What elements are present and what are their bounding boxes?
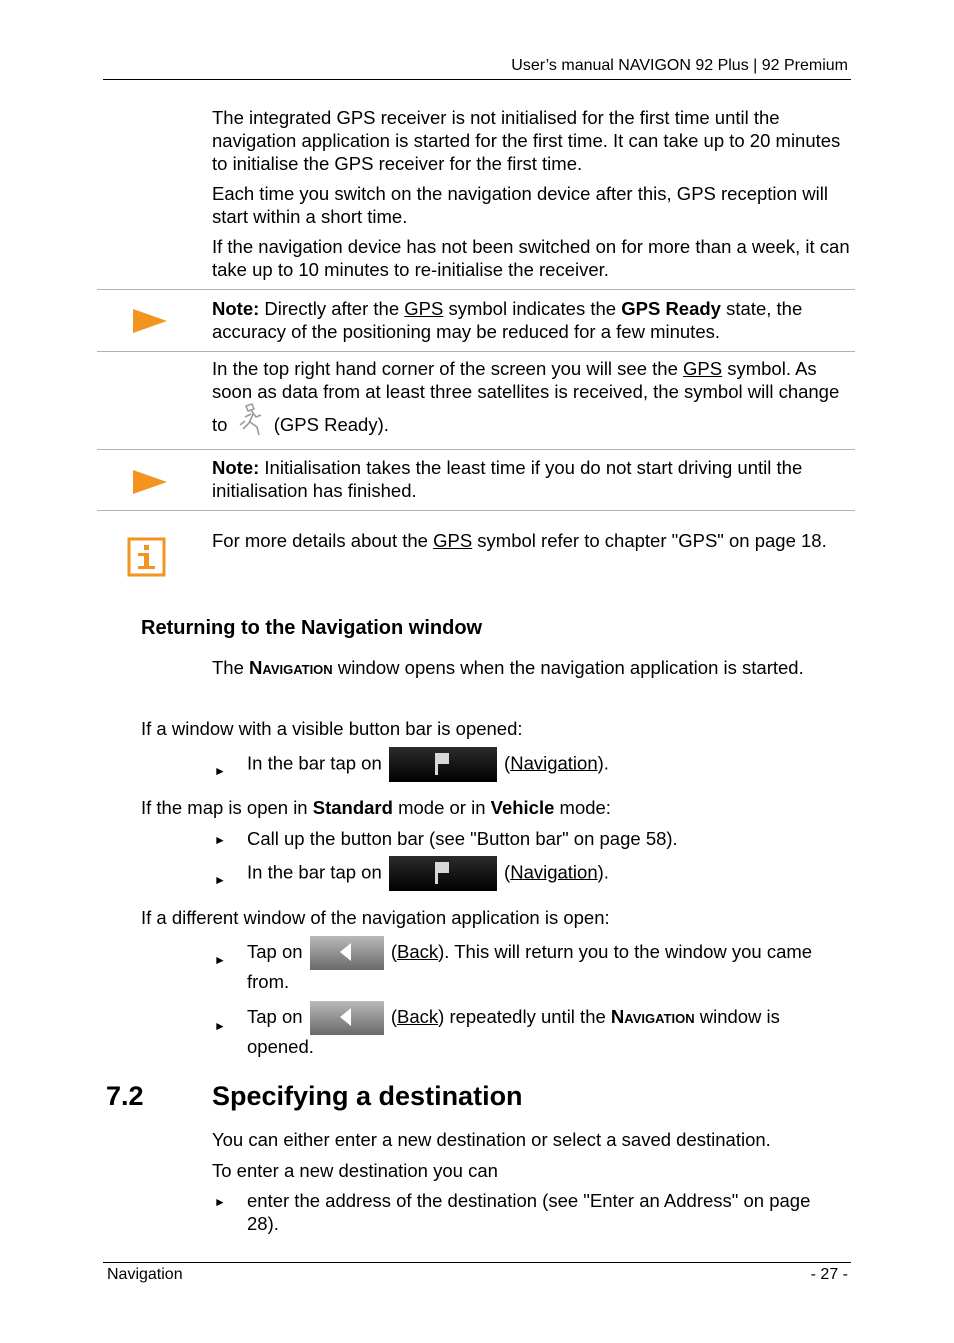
info-icon	[127, 537, 167, 582]
list-text: ) repeatedly until the	[438, 1005, 611, 1027]
gps-text: symbol. As soon as data from at least three satellites is received, the symbol will change to	[212, 358, 840, 435]
header-rule	[103, 79, 851, 80]
gps-ready-term: GPS Ready	[621, 298, 721, 319]
nav-paragraph-2: If a window with a visible button bar is opened:	[141, 718, 523, 739]
nav-paragraph-3	[141, 796, 611, 819]
gps-text: (GPS Ready).	[268, 414, 389, 435]
bullet-icon: ►	[214, 1019, 226, 1033]
section-title: Specifying a destination	[212, 1081, 523, 1111]
note-text: state, the accuracy of the positioning may be reduced for a few minutes.	[212, 298, 803, 342]
list-text: In the bar tap on	[247, 861, 387, 883]
list-text: (	[385, 1005, 397, 1027]
flag-icon	[433, 862, 451, 884]
page-number: - 27 -	[810, 1266, 848, 1283]
footer-section: Navigation	[107, 1266, 183, 1283]
arrow-right-icon	[133, 470, 167, 494]
back-link[interactable]: Back	[397, 940, 439, 962]
back-arrow-icon	[339, 943, 353, 961]
separator	[97, 449, 855, 450]
bullet-icon: ►	[214, 873, 226, 887]
nav-text: mode or in	[392, 797, 491, 818]
separator	[97, 510, 855, 511]
list-item	[247, 856, 609, 891]
list-item: Call up the button bar (see "Button bar" on page 58).	[247, 828, 678, 849]
nav-text: The	[212, 657, 250, 678]
separator	[97, 289, 855, 290]
info-text: symbol refer to chapter "GPS" on page 18.	[472, 530, 827, 551]
nav-text: window opens when the navigation application is started.	[332, 657, 804, 678]
list-item	[247, 1001, 847, 1058]
intro-paragraph-2: Each time you switch on the navigation device after this, GPS reception will start within a short time.	[212, 183, 828, 227]
list-text: Tap on	[247, 1005, 308, 1027]
navigation-button[interactable]	[389, 856, 497, 891]
nav-text: mode:	[554, 797, 611, 818]
nav-paragraph-1	[212, 656, 852, 679]
navigation-link[interactable]: Navigation	[510, 752, 598, 774]
bullet-icon: ►	[214, 764, 226, 778]
list-text: (	[498, 752, 511, 774]
intro-paragraph-1: The integrated GPS receiver is not initialised for the first time until the navigation application is started for the first time. It can take up to 20 minutes to initialise the GPS receiver for the first time.	[212, 107, 841, 174]
standard-term: Standard	[312, 797, 393, 818]
info-paragraph	[212, 529, 852, 552]
list-text: Tap on	[247, 940, 308, 962]
gps-ready-icon	[237, 403, 265, 442]
list-text: (	[498, 861, 511, 883]
info-text: For more details about the	[212, 530, 434, 551]
footer-rule	[103, 1262, 851, 1263]
nav-paragraph-4: If a different window of the navigation application is open:	[141, 907, 610, 928]
nav-text: If the map is open in	[141, 797, 313, 818]
flag-icon	[433, 753, 451, 775]
note-1	[212, 297, 852, 343]
vehicle-term: Vehicle	[490, 797, 555, 818]
bullet-icon: ►	[214, 833, 226, 847]
navigation-term: Navigation	[249, 657, 333, 678]
note-label: Note:	[212, 457, 260, 478]
gps-link[interactable]: GPS	[433, 530, 473, 551]
gps-link[interactable]: GPS	[683, 358, 723, 379]
dest-paragraph-1: You can either enter a new destination or select a saved destination.	[212, 1129, 771, 1150]
list-text: ).	[597, 752, 609, 774]
arrow-right-icon	[133, 309, 167, 333]
dest-paragraph-2: To enter a new destination you can	[212, 1160, 498, 1181]
list-text: window is opened.	[247, 1005, 780, 1057]
navigation-button[interactable]	[389, 747, 497, 782]
gps-paragraph	[212, 357, 852, 442]
bullet-icon: ►	[214, 953, 226, 967]
intro-paragraph-3: If the navigation device has not been switched on for more than a week, it can take up to 10 minutes to re-initialise the receiver.	[212, 236, 850, 280]
note-label: Note:	[212, 298, 260, 319]
list-text: (	[385, 940, 397, 962]
list-text: ). This will return you to the window you came from.	[247, 940, 813, 992]
page-header: User’s manual NAVIGON 92 Plus | 92 Premium	[511, 57, 848, 74]
gps-link[interactable]: GPS	[404, 298, 444, 319]
back-link[interactable]: Back	[397, 1005, 439, 1027]
list-text: In the bar tap on	[247, 752, 387, 774]
section-heading: Returning to the Navigation window	[141, 617, 483, 639]
list-text: ).	[597, 861, 609, 883]
section-number: 7.2	[106, 1081, 144, 1111]
note-2	[212, 456, 852, 502]
navigation-term: Navigation	[610, 1005, 695, 1027]
back-button[interactable]	[310, 936, 384, 970]
back-button[interactable]	[310, 1001, 384, 1035]
back-arrow-icon	[339, 1008, 353, 1026]
note-text: Initialisation takes the least time if you do not start driving until the initialisation has finished.	[212, 457, 803, 501]
note-text: symbol indicates the	[443, 298, 622, 319]
separator	[97, 351, 855, 352]
navigation-link[interactable]: Navigation	[510, 861, 598, 883]
list-item: enter the address of the destination (see "Enter an Address" on page 28).	[247, 1190, 811, 1234]
list-item	[247, 747, 609, 782]
note-text: Directly after the	[259, 298, 405, 319]
bullet-icon: ►	[214, 1195, 226, 1209]
gps-text: In the top right hand corner of the screen you will see the	[212, 358, 684, 379]
list-item	[247, 936, 827, 993]
